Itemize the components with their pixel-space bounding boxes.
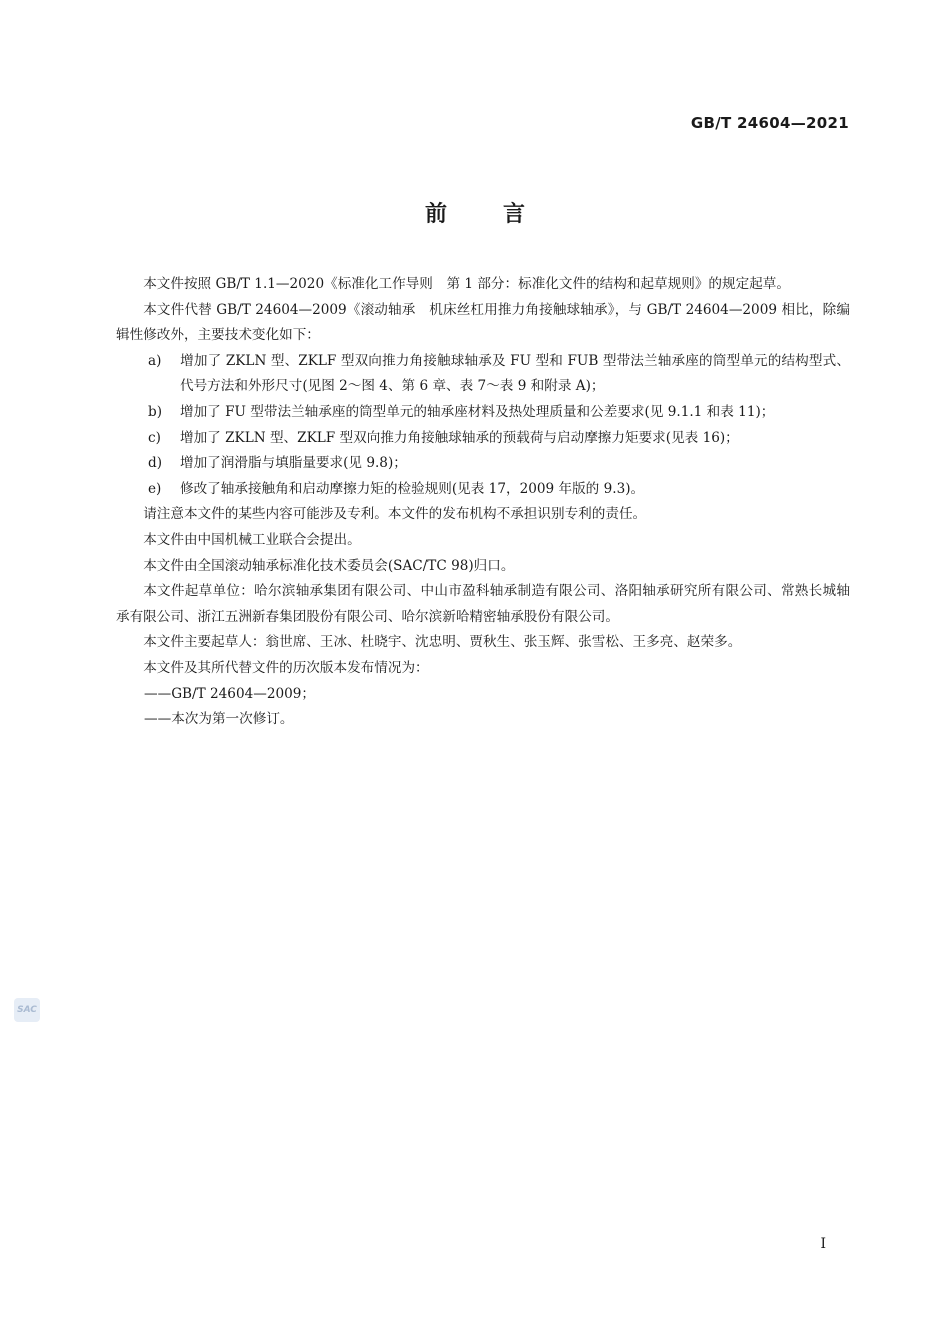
change-item-e [116,477,850,503]
paragraph-technical-committee: 本文件由全国滚动轴承标准化技术委员会(SAC/TC 98)归口。 [143,557,515,574]
item-text: 增加了润滑脂与填脂量要求(见 9.8)； [180,455,407,472]
foreword-body [116,272,850,733]
item-label: a) [148,352,162,369]
item-label: c) [148,429,161,446]
item-label: d) [148,455,163,472]
title-char-2: 言 [503,202,526,227]
change-item-d [116,451,850,477]
item-text: 增加了 ZKLN 型、ZKLF 型双向推力角接触球轴承及 FU 型和 FUB 型带法兰轴承座的筒型单元的结构型式、代号方法和外形尺寸(见图 2～图 4、第 6 章、表 7～表 9 和附录 A)； [180,352,850,395]
standard-number: GB/T 24604—2021 [690,114,849,132]
history-item-2009: ——GB/T 24604—2009； [144,685,316,702]
sac-logo: SAC [14,998,40,1022]
paragraph-drafting-rules: 本文件按照 GB/T 1.1—2020《标准化工作导则 第 1 部分：标准化文件的结构和起草规则》的规定起草。 [143,276,790,292]
change-item-c [116,426,850,452]
item-text: 修改了轴承接触角和启动摩擦力矩的检验规则(见表 17，2009 年版的 9.3)。 [180,480,645,497]
page-number: I [820,1236,826,1252]
history-item-current: ——本次为第一次修订。 [144,711,294,728]
title-char-1: 前 [424,202,447,227]
item-text: 增加了 ZKLN 型、ZKLF 型双向推力角接触球轴承的预载荷与启动摩擦力矩要求(见表 16)； [180,429,739,446]
paragraph-version-history: 本文件及其所代替文件的历次版本发布情况为： [143,659,429,676]
paragraph-proposed-by: 本文件由中国机械工业联合会提出。 [143,531,361,548]
paragraph-patent-notice: 请注意本文件的某些内容可能涉及专利。本文件的发布机构不承担识别专利的责任。 [143,506,647,523]
paragraph-replaces: 本文件代替 GB/T 24604—2009《滚动轴承 机床丝杠用推力角接触球轴承》，与 GB/T 24604—2009 相比，除编辑性修改外，主要技术变化如下： [116,301,850,344]
change-item-a [116,349,850,400]
item-label: b) [148,403,163,420]
paragraph-drafters: 本文件主要起草人：翁世席、王冰、杜晓宇、沈忠明、贾秋生、张玉辉、张雪松、王多亮、赵荣多。 [143,634,742,651]
item-label: e) [148,480,162,497]
item-text: 增加了 FU 型带法兰轴承座的筒型单元的轴承座材料及热处理质量和公差要求(见 9.1.1 和表 11)； [180,403,775,420]
page-title [0,197,950,228]
change-item-b [116,400,850,426]
paragraph-drafting-units: 本文件起草单位：哈尔滨轴承集团有限公司、中山市盈科轴承制造有限公司、洛阳轴承研究所有限公司、常熟长城轴承有限公司、浙江五洲新春集团股份有限公司、哈尔滨新哈精密轴承股份有限公司。 [116,583,850,625]
